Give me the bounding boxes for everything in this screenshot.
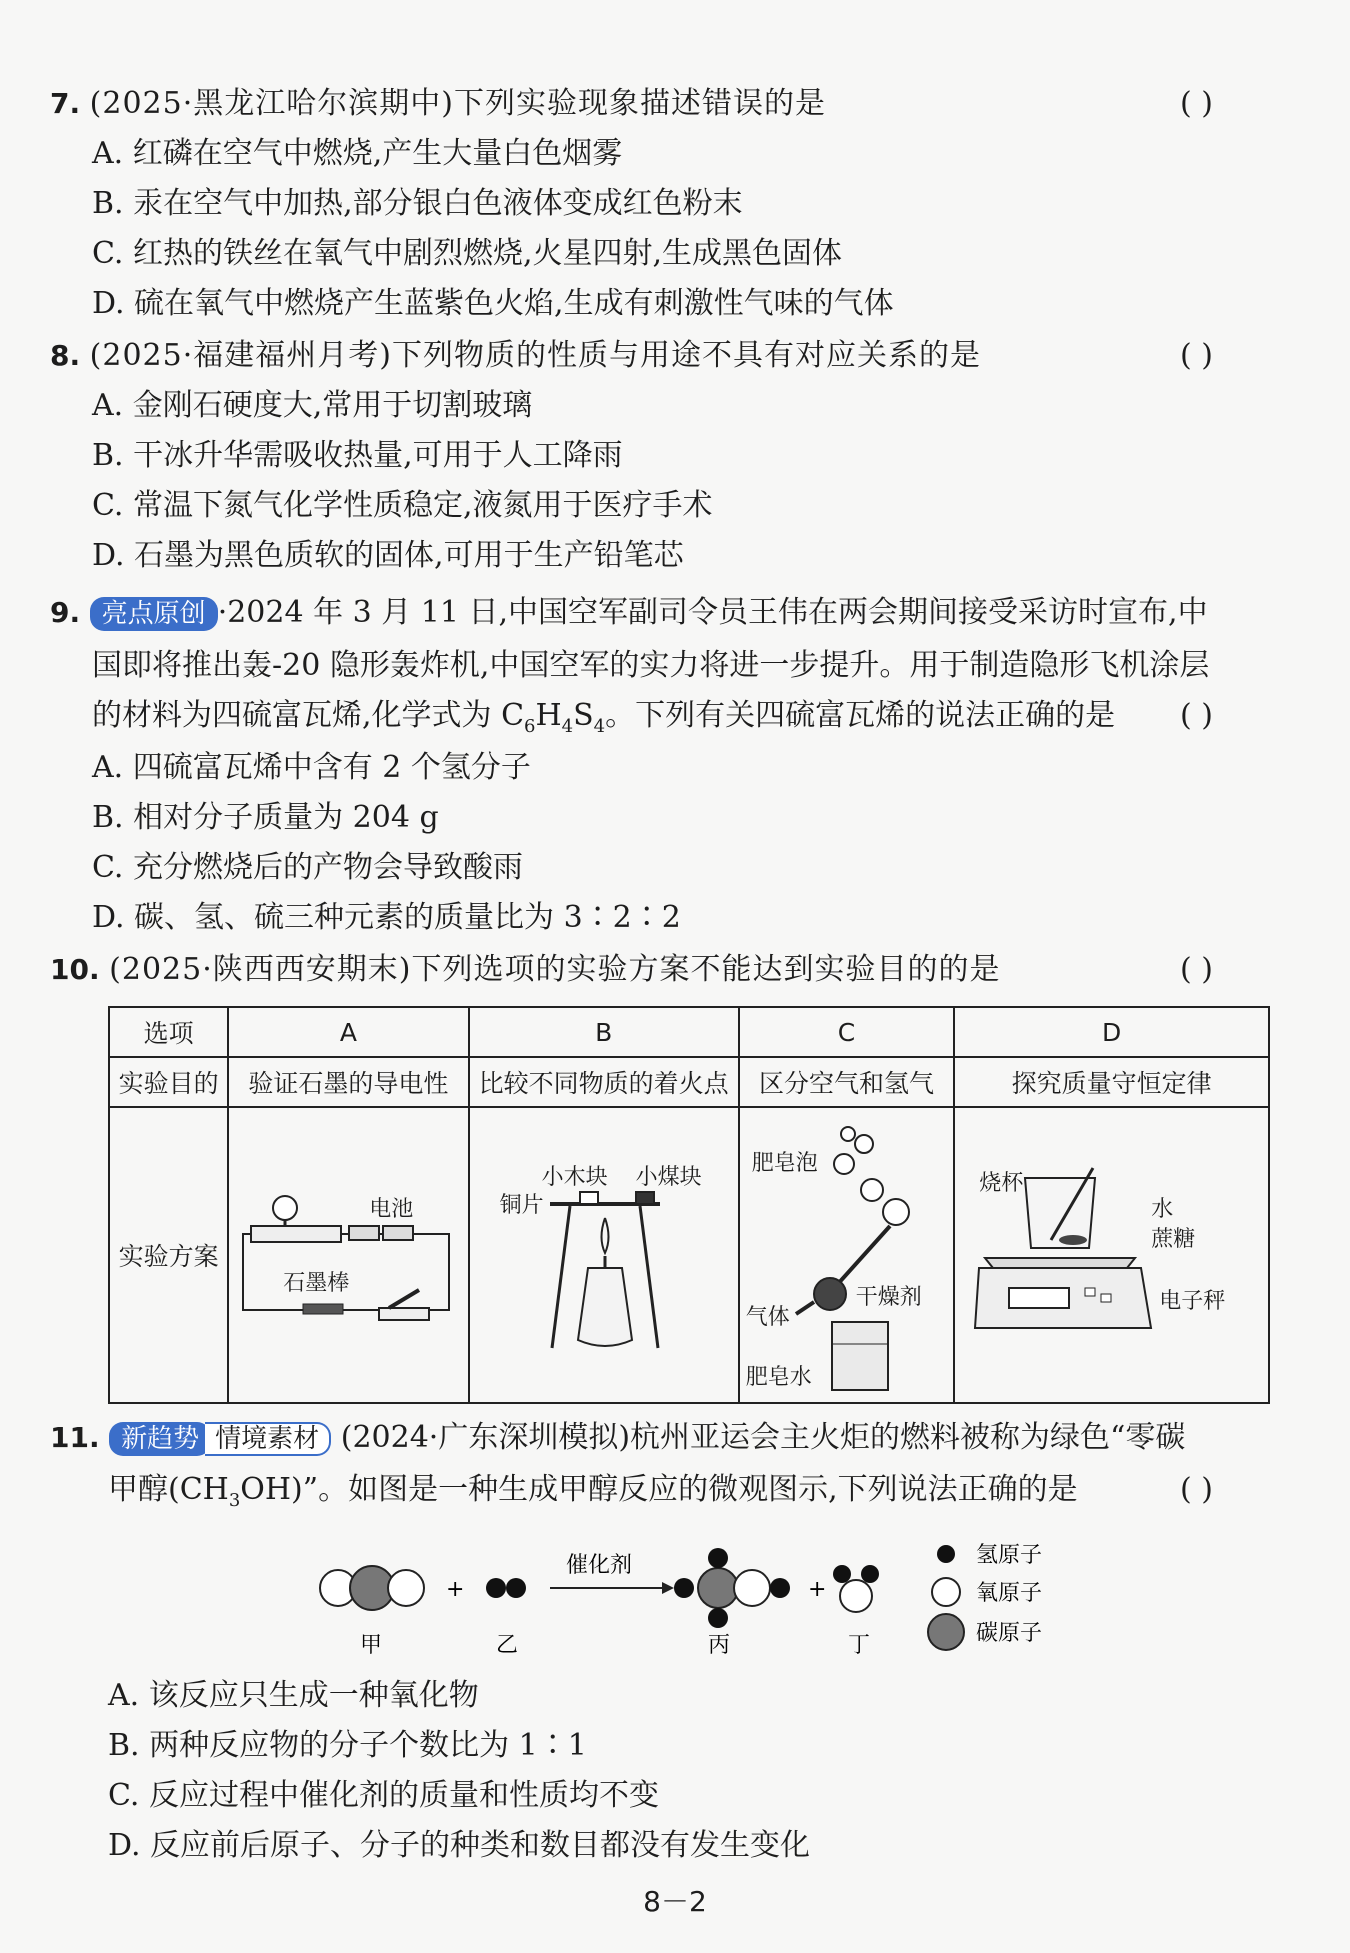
electronic-scale-diagram — [955, 1108, 1270, 1402]
desiccant-tube-icon — [814, 1278, 846, 1310]
oxygen-atom-icon — [932, 1578, 960, 1606]
label-ding: 丁 — [848, 1633, 871, 1658]
q10-number: 10. — [50, 953, 100, 986]
q9-original-badge: 亮点原创 — [90, 597, 218, 631]
header-option: 选项 — [109, 1007, 228, 1057]
q11-trend-badge: 新趋势 — [109, 1422, 211, 1456]
plan-b-cell — [469, 1107, 739, 1403]
q11-number: 11. — [50, 1421, 100, 1454]
q7-answer-paren: ( ) — [1180, 86, 1213, 121]
q7-stem-line — [50, 84, 826, 124]
label-graphite-rod: 石墨棒 — [283, 1271, 350, 1296]
q11-context-badge: 情境素材 — [205, 1422, 331, 1456]
label-water: 水 — [1151, 1197, 1174, 1222]
alcohol-lamp-icon — [578, 1268, 632, 1346]
soap-bubble-icon — [834, 1154, 854, 1174]
label-coal-block: 小煤块 — [635, 1165, 702, 1190]
molecular-reaction-diagram — [120, 1530, 1220, 1660]
q11-text-2b: OH)”。如图是一种生成甲醇反应的微观图示,下列说法正确的是 — [240, 1472, 1078, 1507]
q11-option-a: A. 该反应只生成一种氧化物 — [108, 1678, 479, 1713]
purpose-d: 探究质量守恒定律 — [954, 1057, 1269, 1107]
catalyst-label: 催化剂 — [566, 1553, 633, 1578]
battery-icon — [349, 1226, 379, 1240]
q9-option-b: B. 相对分子质量为 204 g — [92, 800, 439, 835]
label-bing: 丙 — [708, 1633, 731, 1658]
plus-sign-1: + — [446, 1577, 465, 1602]
q11-answer-paren: ( ) — [1180, 1472, 1213, 1507]
legend-hydrogen: 氢原子 — [976, 1543, 1043, 1568]
q11-formula-sub: 3 — [228, 1490, 241, 1511]
legend-oxygen: 氧原子 — [976, 1581, 1043, 1606]
wood-block-icon — [580, 1192, 598, 1204]
plan-c-cell — [739, 1107, 955, 1403]
label-sucrose: 蔗糖 — [1151, 1227, 1196, 1252]
q7-option-a: A. 红磷在空气中燃烧,产生大量白色烟雾 — [92, 136, 623, 171]
plan-d-cell — [954, 1107, 1269, 1403]
plus-sign-2: + — [808, 1577, 827, 1602]
header-c: C — [739, 1007, 955, 1057]
graphite-rod-icon — [303, 1304, 343, 1314]
q10-stem: (2025·陕西西安期末)下列选项的实验方案不能达到实验目的的是 — [109, 952, 1001, 987]
hydrogen-atom-icon — [937, 1545, 955, 1563]
plan-label: 实验方案 — [109, 1107, 228, 1403]
q9-text-3b: 。下列有关四硫富瓦烯的说法正确的是 — [605, 698, 1116, 733]
page-number: 8－2 — [643, 1885, 707, 1918]
q9-number: 9. — [50, 596, 81, 629]
label-jia: 甲 — [360, 1633, 383, 1658]
switch-icon — [379, 1308, 429, 1320]
q7-option-c: C. 红热的铁丝在氧气中剧烈燃烧,火星四射,生成黑色固体 — [92, 236, 843, 271]
q9-line-1 — [50, 593, 1208, 633]
label-electronic-scale: 电子秤 — [1159, 1289, 1226, 1314]
q8-option-c: C. 常温下氮气化学性质稳定,液氮用于医疗手术 — [92, 488, 713, 523]
molecule-jia — [320, 1566, 424, 1610]
label-beaker: 烧杯 — [979, 1171, 1024, 1196]
q7-option-d: D. 硫在氧气中燃烧产生蓝紫色火焰,生成有刺激性气味的气体 — [92, 286, 894, 321]
q11-option-d: D. 反应前后原子、分子的种类和数目都没有发生变化 — [108, 1828, 811, 1863]
q11-text-2a: 甲醇(CH — [108, 1472, 229, 1507]
q9-option-c: C. 充分燃烧后的产物会导致酸雨 — [92, 850, 523, 885]
q8-answer-paren: ( ) — [1180, 338, 1213, 373]
q11-option-c: C. 反应过程中催化剂的质量和性质均不变 — [108, 1778, 659, 1813]
q8-number: 8. — [50, 339, 81, 372]
q8-option-b: B. 干冰升华需吸收热量,可用于人工降雨 — [92, 438, 623, 473]
label-copper-sheet: 铜片 — [499, 1193, 544, 1218]
table-purpose-row — [109, 1057, 1269, 1107]
table-plan-row — [109, 1107, 1269, 1403]
q10-stem-line — [50, 950, 1000, 990]
molecule-yi — [486, 1578, 526, 1598]
q7-stem: (2025·黑龙江哈尔滨期中)下列实验现象描述错误的是 — [89, 86, 826, 121]
plan-a-cell — [228, 1107, 468, 1403]
tripod-burner-diagram — [470, 1108, 740, 1402]
q8-stem: (2025·福建福州月考)下列物质的性质与用途不具有对应关系的是 — [89, 338, 981, 373]
label-soap-bubble: 肥皂泡 — [751, 1151, 818, 1176]
q9-answer-paren: ( ) — [1180, 698, 1213, 733]
header-b: B — [469, 1007, 739, 1057]
label-battery: 电池 — [369, 1197, 414, 1222]
molecule-bing — [674, 1548, 790, 1628]
q7-option-b: B. 汞在空气中加热,部分银白色液体变成红色粉末 — [92, 186, 743, 221]
purpose-c: 区分空气和氢气 — [739, 1057, 955, 1107]
legend — [928, 1543, 1042, 1650]
q9-line-3 — [92, 696, 1115, 747]
q8-stem-line — [50, 336, 981, 376]
label-yi: 乙 — [496, 1633, 519, 1658]
header-d: D — [954, 1007, 1269, 1057]
q11-text-1: (2024·广东深圳模拟)杭州亚运会主火炬的燃料被称为绿色“零碳 — [340, 1420, 1186, 1455]
beaker-icon — [832, 1322, 888, 1390]
q9-option-a: A. 四硫富瓦烯中含有 2 个氢分子 — [92, 750, 531, 785]
q10-answer-paren: ( ) — [1180, 952, 1213, 987]
q7-number: 7. — [50, 87, 81, 120]
q9-formula-h: H — [535, 698, 562, 733]
carbon-atom-icon — [928, 1614, 964, 1650]
circuit-diagram — [229, 1108, 469, 1402]
purpose-label: 实验目的 — [109, 1057, 228, 1107]
coal-block-icon — [636, 1192, 654, 1204]
q9-text-2: 国即将推出轰-20 隐形轰炸机,中国空军的实力将进一步提升。用于制造隐形飞机涂层 — [92, 648, 1210, 683]
molecule-ding — [833, 1565, 879, 1612]
label-gas: 气体 — [745, 1305, 790, 1330]
q8-option-a: A. 金刚石硬度大,常用于切割玻璃 — [92, 388, 533, 423]
table-header-row — [109, 1007, 1269, 1057]
label-desiccant: 干燥剂 — [855, 1285, 922, 1310]
q9-formula-sub-s: 4 — [593, 716, 606, 737]
q9-option-d: D. 碳、氢、硫三种元素的质量比为 3∶2∶2 — [92, 900, 681, 935]
bulb-icon — [273, 1196, 297, 1220]
q9-formula-s: S — [573, 698, 594, 733]
q11-line-1 — [50, 1418, 1185, 1458]
q9-formula-sub-c: 6 — [524, 716, 536, 737]
q8-option-d: D. 石墨为黑色质软的固体,可用于生产铅笔芯 — [92, 538, 684, 573]
q11-line-2 — [108, 1470, 1078, 1521]
label-wood-block: 小木块 — [541, 1165, 608, 1190]
purpose-b: 比较不同物质的着火点 — [469, 1057, 739, 1107]
purpose-a: 验证石墨的导电性 — [228, 1057, 468, 1107]
legend-carbon: 碳原子 — [976, 1621, 1043, 1646]
header-a: A — [228, 1007, 468, 1057]
experiment-table — [108, 1006, 1270, 1404]
label-soap-water: 肥皂水 — [745, 1365, 812, 1390]
q9-formula-sub-h: 4 — [561, 716, 574, 737]
q9-text-3a: 的材料为四硫富瓦烯,化学式为 C — [92, 698, 525, 733]
q11-option-b: B. 两种反应物的分子个数比为 1∶1 — [108, 1728, 587, 1763]
q9-text-1: ·2024 年 3 月 11 日,中国空军副司令员王伟在两会期间接受采访时宣布,中 — [217, 595, 1208, 630]
